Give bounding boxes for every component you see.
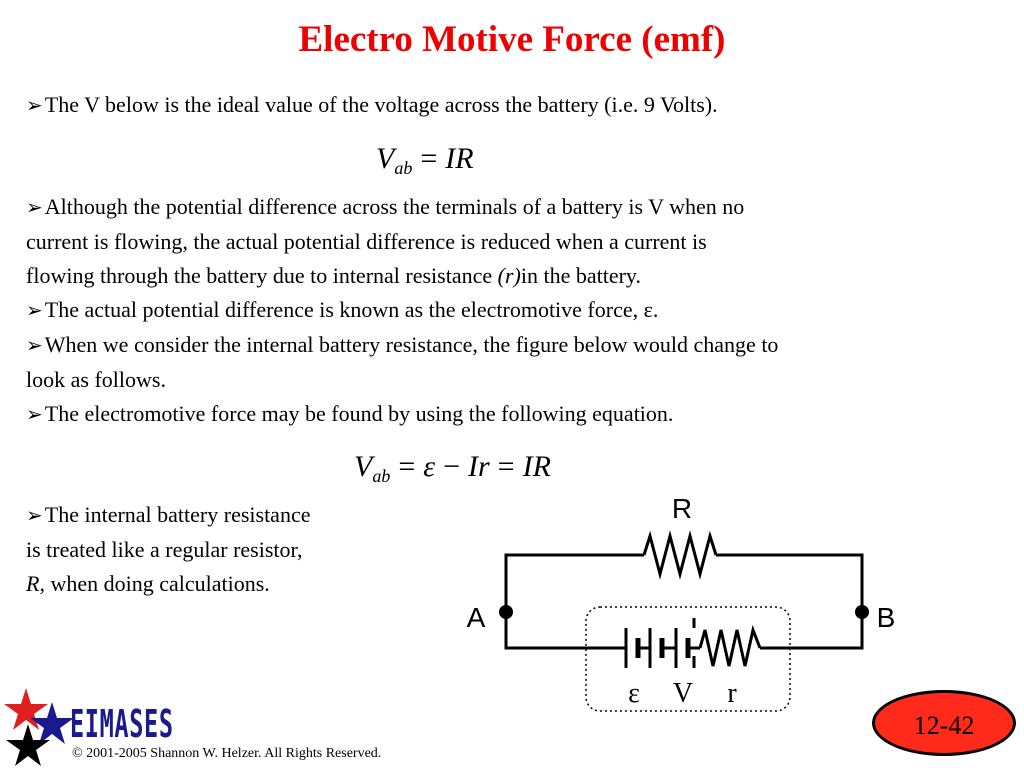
bullet-arrow-icon: ➢ — [26, 300, 43, 322]
battery-icon — [620, 628, 700, 668]
bullet-text: in the battery. — [520, 263, 641, 288]
eq-emf: ε — [423, 450, 436, 483]
node-A — [499, 605, 513, 619]
eq-ir: IR — [445, 142, 474, 175]
label-r: r — [727, 678, 737, 709]
bullet-text: flowing through the battery due to internal resistance — [26, 263, 498, 288]
bullet-text: is treated like a regular resistor, — [26, 537, 303, 562]
bullet-text: The internal battery resistance — [44, 502, 311, 527]
label-R: R — [671, 493, 693, 524]
node-B — [855, 605, 869, 619]
bullet-text: The V below is the ideal value of the voltage across the battery (i.e. 9 Volts). — [44, 92, 718, 117]
stars-logo-icon — [0, 680, 80, 768]
bullet-text: current is flowing, the actual potential difference is reduced when a current is — [26, 229, 707, 254]
eq-ir: IR — [522, 450, 551, 483]
bullet-arrow-icon: ➢ — [26, 95, 43, 117]
bullet-text-italic: R — [26, 571, 40, 596]
bullet-text: The electromotive force may be found by using the following equation. — [44, 401, 674, 426]
eq-equals: = — [398, 450, 416, 483]
bullet-text: Although the potential difference across the terminals of a battery is V when no — [44, 194, 745, 219]
bullet-text: The actual potential difference is known as the electromotive force, ε. — [44, 297, 659, 322]
bullet-arrow-icon: ➢ — [26, 505, 43, 527]
eq-sub: ab — [394, 158, 413, 178]
resistor-R — [644, 536, 716, 574]
logo-text: EIMASES — [70, 702, 174, 746]
label-B: B — [876, 602, 896, 633]
bullet-arrow-icon: ➢ — [26, 335, 43, 357]
bullet-text: When we consider the internal battery resistance, the figure below would change to — [44, 332, 779, 357]
slide-number-badge: 12-42 — [872, 690, 1016, 756]
eq-ir-internal: Ir — [468, 450, 490, 483]
copyright-text: © 2001-2005 Shannon W. Helzer. All Rights Reserved. — [72, 746, 382, 761]
eq-v: V — [354, 450, 373, 483]
bullet-arrow-icon: ➢ — [26, 197, 43, 219]
eq-sub: ab — [372, 466, 391, 486]
bullet-text-italic: (r) — [497, 263, 521, 288]
bullet-text: look as follows. — [26, 367, 166, 392]
label-A: A — [466, 602, 486, 633]
label-emf: ε — [628, 678, 640, 709]
resistor-r-internal — [700, 630, 760, 666]
bullet-arrow-icon: ➢ — [26, 404, 43, 426]
eq-minus: − — [443, 450, 460, 483]
label-V: V — [672, 678, 694, 709]
eq-equals: = — [497, 450, 515, 483]
bullet-text: , when doing calculations. — [39, 571, 270, 596]
eq-v: V — [376, 142, 395, 175]
circuit-wires — [506, 555, 862, 648]
slide-title: Electro Motive Force (emf) — [298, 19, 726, 60]
eq-equals: = — [420, 142, 438, 175]
